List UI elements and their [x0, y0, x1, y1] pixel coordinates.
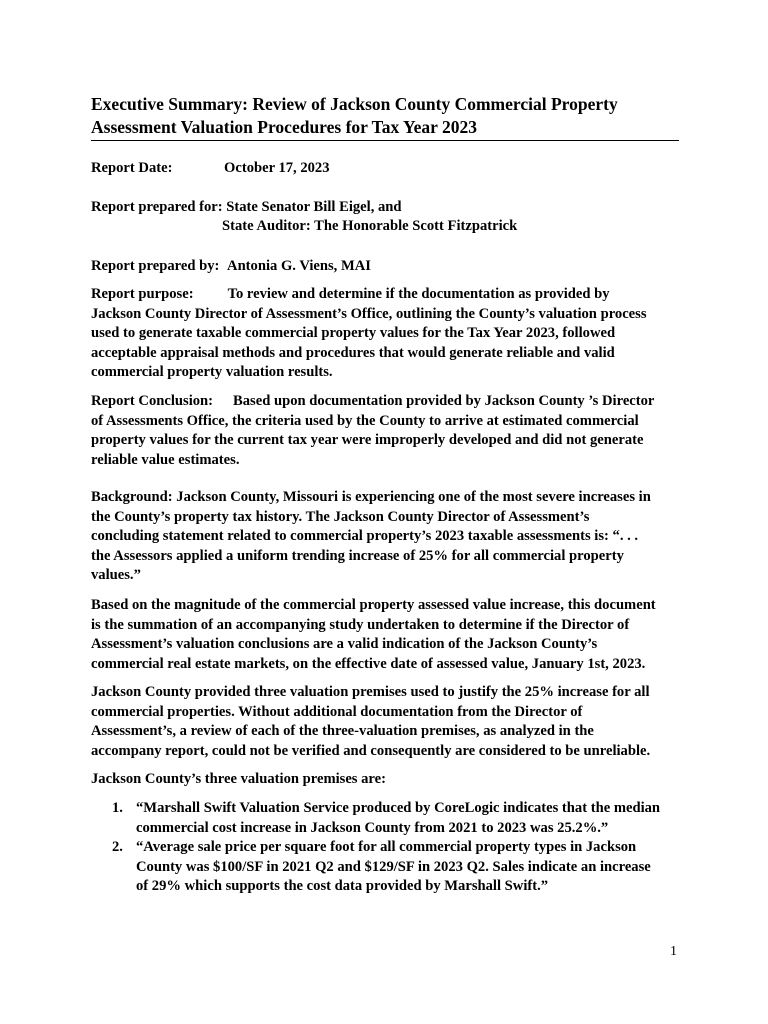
document-title — [91, 93, 679, 141]
premises-intro-line: Assessment’s, a review of each of the three-valuation premises, as analyzed in the — [91, 723, 594, 739]
list-item-line: County was $100/SF in 2021 Q2 and $129/SF in 2023 Q2. Sales indicate an increase — [136, 858, 651, 875]
background-line: values.” — [91, 567, 141, 583]
report-date-row — [91, 159, 330, 179]
purpose-line: commercial property valuation results. — [91, 364, 333, 380]
magnitude-line: commercial real estate markets, on the effective date of assessed value, January 1st, 2023. — [91, 655, 646, 672]
list-item-line: of 29% which supports the cost data provided by Marshall Swift.” — [136, 878, 549, 894]
page-number: 1 — [670, 944, 677, 959]
prepared-by-row — [91, 257, 371, 277]
purpose-label: Report purpose: — [91, 286, 194, 302]
list-item-line: commercial cost increase in Jackson County from 2021 to 2023 was 25.2%.” — [136, 819, 609, 836]
prepared-for-label: Report prepared for: — [91, 199, 223, 215]
prepared-for-line-2: State Auditor: The Honorable Scott Fitzpatrick — [222, 218, 518, 234]
prepared-for-line-1: State Senator Bill Eigel, and — [226, 199, 402, 215]
magnitude-line: Based on the magnitude of the commercial property assessed value increase, this document — [91, 597, 656, 613]
background-line: the Assessors applied a uniform trending increase of 25% for all commercial property — [91, 547, 624, 564]
premises-intro-line: accompany report, could not be verified and consequently are considered to be unreliable. — [91, 742, 651, 759]
prepared-for-row — [91, 198, 402, 218]
conclusion-line: reliable value estimates. — [91, 451, 240, 468]
magnitude-line: Assessment’s valuation conclusions are a valid indication of the Jackson County’s — [91, 636, 598, 652]
prepared-by-label: Report prepared by: — [91, 258, 220, 274]
premises-heading: Jackson County’s three valuation premises are: — [91, 771, 386, 787]
report-date-value: October 17, 2023 — [224, 160, 330, 176]
background-line: the County’s property tax history. The Jackson County Director of Assessment’s — [91, 508, 590, 525]
background-line: Background: Jackson County, Missouri is experiencing one of the most severe increases in — [91, 489, 651, 505]
prepared-by-value: Antonia G. Viens, MAI — [227, 258, 371, 274]
premises-intro-paragraph — [91, 683, 691, 761]
list-number: 2. — [112, 839, 123, 855]
conclusion-label: Report Conclusion: — [91, 393, 214, 409]
report-date-label: Report Date: — [91, 160, 173, 176]
background-line: concluding statement related to commercial property’s 2023 taxable assessments is: “. . . — [91, 528, 639, 544]
purpose-line: Jackson County Director of Assessment’s Office, outlining the County’s valuation process — [91, 305, 647, 322]
list-item-line: “Marshall Swift Valuation Service produced by CoreLogic indicates that the median — [136, 800, 661, 816]
conclusion-line: property values for the current tax year were improperly developed and did not generate — [91, 432, 644, 448]
purpose-line: acceptable appraisal methods and procedures that would generate reliable and valid — [91, 344, 615, 361]
list-item-line: “Average sale price per square foot for all commercial property types in Jackson — [136, 839, 637, 855]
title-line-2: Assessment Valuation Procedures for Tax Year 2023 — [91, 117, 477, 137]
magnitude-line: is the summation of an accompanying study undertaken to determine if the Director of — [91, 616, 630, 633]
conclusion-line: of Assessments Office, the criteria used by the County to arrive at estimated commercial — [91, 412, 639, 429]
premises-intro-line: commercial properties. Without additional documentation from the Director of — [91, 703, 583, 720]
list-number: 1. — [112, 800, 123, 816]
purpose-line: used to generate taxable commercial property values for the Tax Year 2023, followed — [91, 325, 616, 341]
report-conclusion — [91, 392, 691, 470]
conclusion-line: Based upon documentation provided by Jackson County ’s Director — [233, 393, 655, 409]
premises-intro-line: Jackson County provided three valuation premises used to justify the 25% increase for all — [91, 684, 650, 700]
magnitude-paragraph — [91, 596, 691, 674]
background-paragraph — [91, 488, 691, 586]
title-line-1: Executive Summary: Review of Jackson County Commercial Property — [91, 94, 618, 114]
report-purpose — [91, 285, 691, 383]
purpose-line: To review and determine if the documentation as provided by — [227, 286, 610, 302]
